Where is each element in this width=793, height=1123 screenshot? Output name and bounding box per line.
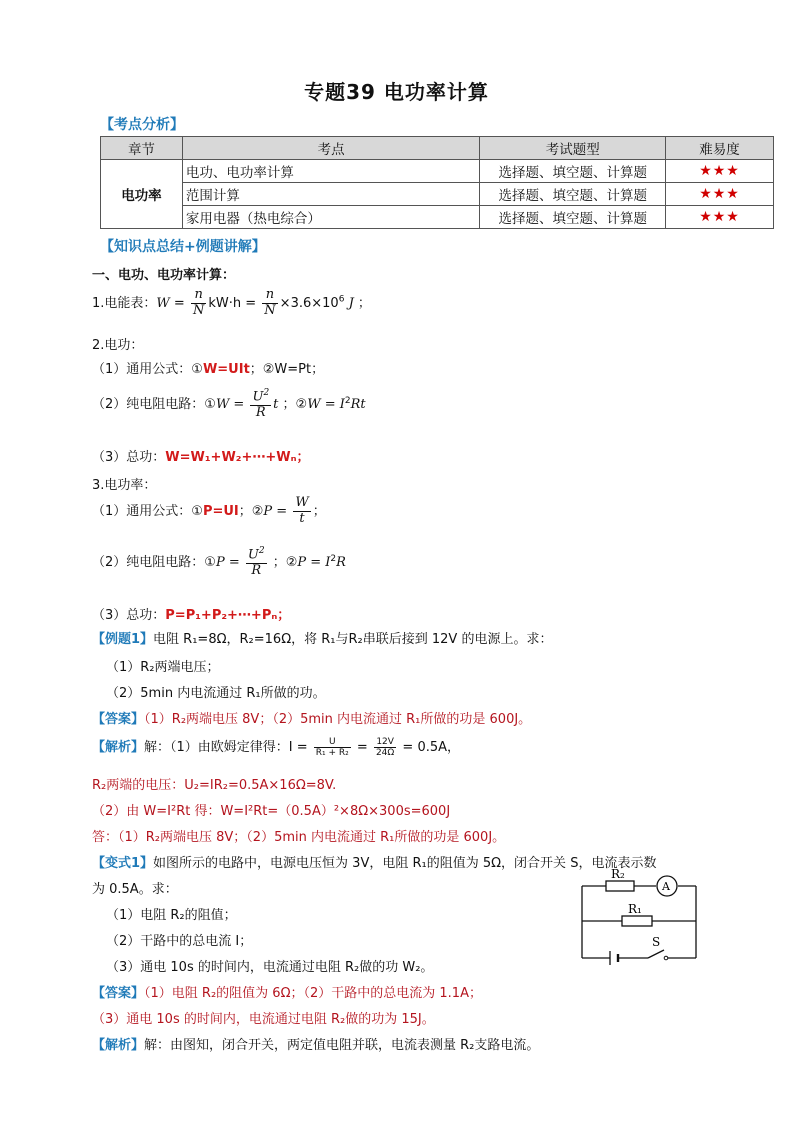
header-point: 考点 (182, 137, 480, 160)
variant-1-part-1: （1）电阻 R₂的阻值； (106, 908, 237, 923)
power-general-formula: （1）通用公式：①P=UI；②P = $\frac{W}{t}$ ； (92, 495, 326, 526)
example-1-solution-3: （2）由 W=I²Rt 得：W=I²Rt=（0.5A）²×8Ω×300s=600J (92, 804, 451, 819)
point-cell: 电功、电功率计算 (182, 160, 480, 183)
total-power-formula: （3）总功：P=P₁+P₂+⋯+Pₙ； (92, 608, 291, 623)
example-1-part-1: （1）R₂两端电压； (106, 660, 220, 675)
example-1-solution-2: R₂两端的电压：U₂=IR₂=0.5A×16Ω=8V. (92, 778, 337, 793)
example-1-conclusion: 答：（1）R₂两端电压 8V；（2）5min 内电流通过 R₁所做的功是 600J。 (92, 830, 506, 845)
variant-1-solution: 【解析】解：由图知，闭合开关，两定值电阻并联，电流表测量 R₂支路电流。 (92, 1038, 540, 1053)
resistor-r2 (606, 881, 634, 891)
variant-1-answer-1: 【答案】（1）电阻 R₂的阻值为 6Ω；（2）干路中的总电流为 1.1A； (92, 986, 482, 1001)
electric-work-heading: 2.电功： (92, 338, 144, 353)
resistor-r1 (622, 916, 652, 926)
knowledge-heading: 【知识点总结+例题讲解】 (100, 239, 266, 255)
example-1-answer: 【答案】（1）R₂两端电压 8V；（2）5min 内电流通过 R₁所做的功是 600J。 (92, 712, 532, 727)
point-cell: 范围计算 (182, 183, 480, 206)
power-resistive-formula: （2）纯电阻电路：①P = $\frac{U^2}{R}$ ；②P = $I^2R$ (92, 546, 346, 579)
section-heading-1: 一、电功、电功率计算： (92, 268, 236, 283)
circuit-diagram (576, 866, 706, 970)
exam-points-table (100, 136, 774, 229)
point-cell: 家用电器（热电综合） (182, 206, 480, 229)
electric-power-heading: 3.电功率： (92, 478, 157, 493)
type-cell: 选择题、填空题、计算题 (480, 160, 666, 183)
table-row (101, 183, 774, 206)
r2-label: R₂ (611, 867, 625, 881)
variant-1-question-cont: 为 0.5A。求： (92, 882, 178, 897)
chapter-cell: 电功率 (101, 160, 183, 229)
variant-1-part-2: （2）干路中的总电流 I； (106, 934, 253, 949)
type-cell: 选择题、填空题、计算题 (480, 206, 666, 229)
switch-contact (664, 956, 668, 960)
switch-label: S (652, 935, 661, 949)
difficulty-cell: ★★★ (666, 160, 774, 183)
table-row (101, 206, 774, 229)
total-work-formula: （3）总功：W=W₁+W₂+⋯+Wₙ； (92, 450, 310, 465)
table-row (101, 160, 774, 183)
difficulty-cell: ★★★ (666, 183, 774, 206)
header-chapter: 章节 (101, 137, 183, 160)
variant-1-answer-2: （3）通电 10s 的时间内，电流通过电阻 R₂做的功为 15J。 (92, 1012, 435, 1027)
exam-analysis-heading: 【考点分析】 (100, 117, 184, 133)
meter-formula: 1.电能表：W = $\frac{n}{N}$ kW·h = $\frac{n}{N}$ $\times 3.6\times 10^6$ J ； (92, 287, 371, 318)
ammeter-label: A (662, 880, 670, 893)
switch-icon (648, 950, 664, 958)
difficulty-cell: ★★★ (666, 206, 774, 229)
header-difficulty: 难易度 (666, 137, 774, 160)
r1-label: R₁ (628, 902, 642, 916)
work-general-formula: （1）通用公式：①W=UIt；②W=Pt； (92, 362, 325, 377)
variant-1-part-3: （3）通电 10s 的时间内，电流通过电阻 R₂做的功 W₂。 (106, 960, 434, 975)
example-1-solution-1: 【解析】解：（1）由欧姆定律得：I = $\frac{U}{\text{R₁ + R₂}}$ = $\frac{12V}{24\Omega}$ = 0.5A， (92, 736, 461, 758)
work-resistive-formula: （2）纯电阻电路：①W = $\frac{U^2}{R}$ t ；②W = $I^2Rt$ (92, 388, 366, 421)
example-1-question: 【例题1】电阻 R₁=8Ω，R₂=16Ω，将 R₁与R₂串联后接到 12V 的电源上。求： (92, 632, 553, 647)
page-title: 专题39 电功率计算 (304, 80, 489, 104)
header-type: 考试题型 (480, 137, 666, 160)
variant-1-question: 【变式1】如图所示的电路中，电源电压恒为 3V，电阻 R₁的阻值为 5Ω，闭合开关 S，电流表示数 (92, 856, 657, 871)
example-1-part-2: （2）5min 内电流通过 R₁所做的功。 (106, 686, 326, 701)
type-cell: 选择题、填空题、计算题 (480, 183, 666, 206)
table-header-row (101, 137, 774, 160)
